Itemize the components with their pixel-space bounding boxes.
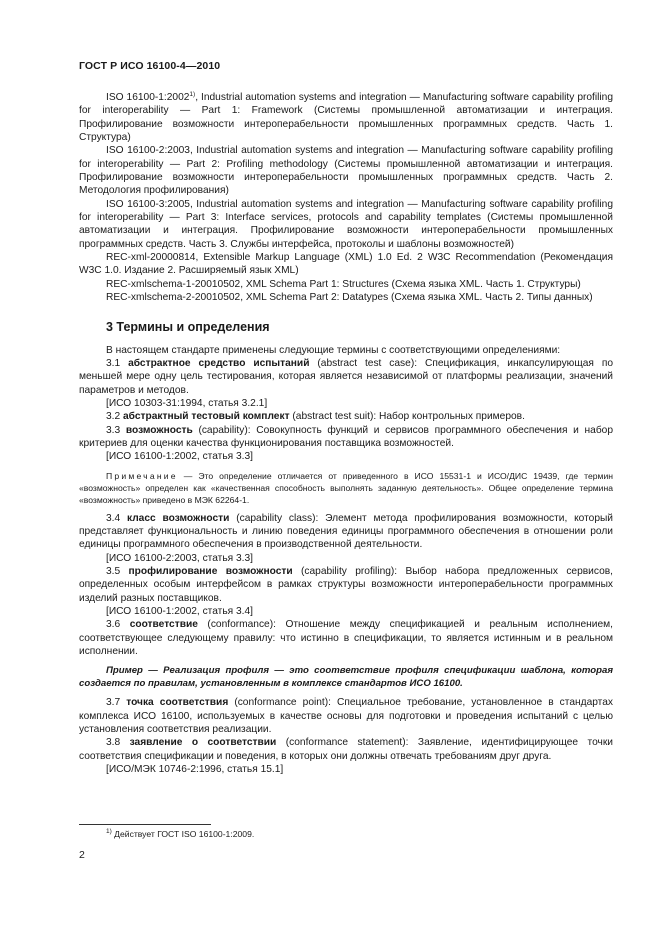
term-source: [ИСО 16100-1:2002, статья 3.3]: [106, 451, 253, 463]
term-3-5: 3.5 профилирование возможности (capability profiling): Выбор набора предложенных сервисов, определенных особым интерфейсом в рамках структуры возможности интероперабельности программных изделий разных поставщиков.: [79, 565, 613, 604]
term-3-4: 3.4 класс возможности (capability class): Элемент метода профилирования возможности, который представляет функциональность и линию поведения единицы программного обеспечения в отношении роли единицы программного обеспечения в производственной деятельности.: [79, 512, 614, 551]
example: Пример — Реализация профиля — это соответствие профиля спецификации шаблона, которая создается по правилам, установленным в комплексе стандартов ИСО 16100.: [79, 665, 613, 690]
term-3-7: 3.7 точка соответствия (conformance point): Специальное требование, установленное в стандартах комплекса ИСО 16100, используемых в качестве основы для подготовки и проведения испытаний с целью установления соответствия реализации.: [79, 697, 613, 736]
term-source: [ИСО 16100-2:2003, статья 3.3]: [106, 552, 253, 564]
term-name: класс возможности: [126, 512, 230, 524]
term-name: абстрактное средство испытаний: [128, 357, 310, 369]
note-label: Примечание: [106, 470, 178, 481]
ref-iso-16100-3: ISO 16100-3:2005, Industrial automation systems and integration — Manufacturing software capability profiling for interoperability — Part 3: Interface services, protocols and capability templates (Системы промышленной автоматизации и интеграция. Профилирование возможности интероперабельности промышленных программных средств. Часть 3. Службы интерфейса, протоколы и шаблоны возможностей): [79, 198, 613, 250]
section-heading: 3 Термины и определения: [106, 319, 270, 334]
term-source: [ИСО/МЭК 10746-2:1996, статья 15.1]: [106, 764, 284, 776]
term-name: возможность: [125, 424, 193, 436]
term-3-6: 3.6 соответствие (conformance): Отношение между спецификацией и реальным исполнением, соответствующее следующему правилу: что истинно в спецификации, то является истинным и в реальном исполнении.: [79, 619, 613, 658]
ref-rec-xml: REC-xml-20000814, Extensible Markup Language (XML) 1.0 Ed. 2 W3C Recommendation (Рекомендация W3C 1.0. Издание 2. Расширяемый язык XML): [79, 252, 613, 277]
section-intro: В настоящем стандарте применены следующие термины с соответствующими определениями:: [106, 344, 561, 356]
running-header: ГОСТ Р ИСО 16100-4—2010: [79, 60, 221, 72]
note: Примечание — Это определение отличается от приведенного в ИСО 15531-1 и ИСО/ДИС 19439, где термин «возможность» определен как «качественная способность выполнять заданную деятельность». Общее определение термина «возможность» приведено в МЭК 62264-1.: [79, 470, 613, 505]
page-number: 2: [79, 849, 85, 861]
term-name: профилирование возможности: [128, 565, 293, 577]
footnote-marker: 1): [189, 91, 196, 98]
term-source: [ИСО 10303-31:1994, статья 3.2.1]: [106, 397, 268, 409]
term-3-8: 3.8 заявление о соответствии (conformance statement): Заявление, идентифицирующее точки соответствия спецификации и поведения, в которых они должны отвечать требованиям друг друга.: [79, 737, 613, 762]
term-3-2: 3.2 абстрактный тестовый комплект (abstract test suit): Набор контрольных примеров.: [106, 411, 525, 423]
ref-rec-xmlschema-2: REC-xmlschema-2-20010502, XML Schema Part 2: Datatypes (Схема языка XML. Часть 2. Типы данных): [106, 292, 593, 304]
term-3-1: 3.1 абстрактное средство испытаний (abstract test case): Спецификация, инкапсулирующая по меньшей мере одну цель тестирования, которая является независимой от платформы реализации, значений параметров и методов.: [79, 357, 613, 396]
ref-iso-16100-2: ISO 16100-2:2003, Industrial automation systems and integration — Manufacturing software capability profiling for interoperability — Part 2: Profiling methodology (Системы промышленной автоматизации и интеграция. Профилирование возможности интероперабельности промышленных программных средств. Часть 2. Методология профилирования): [79, 145, 613, 197]
footnote: $^{1)}$ Действует ГОСТ ISO 16100-1:2009.: [106, 828, 255, 839]
page-content: [79, 91, 613, 776]
term-name: абстрактный тестовый комплект: [123, 411, 290, 423]
term-source: [ИСО 16100-1:2002, статья 3.4]: [106, 606, 253, 617]
term-name: заявление о соответствии: [129, 737, 277, 749]
term-3-3: 3.3 возможность (capability): Совокупность функций и сервисов программного обеспечения и набор критериев для оценки качества функционирования поставщика возможностей.: [79, 424, 613, 449]
term-name: точка соответствия: [126, 697, 229, 709]
ref-rec-xmlschema-1: REC-xmlschema-1-20010502, XML Schema Part 1: Structures (Схема языка XML. Часть 1. Структуры): [106, 278, 581, 290]
ref-iso-16100-1: ISO 16100-1:2002$^{1)}$, Industrial automation systems and integration — Manufacturing software capability profiling for interoperability — Part 1: Framework (Системы промышленной автоматизации и интеграция. Профилирование возможности интероперабельности промышленных программных средств. Часть 1. Структура): [79, 91, 613, 144]
footnote-marker: 1): [106, 828, 112, 835]
term-name: соответствие: [129, 619, 198, 631]
footnote-divider: [79, 824, 211, 825]
